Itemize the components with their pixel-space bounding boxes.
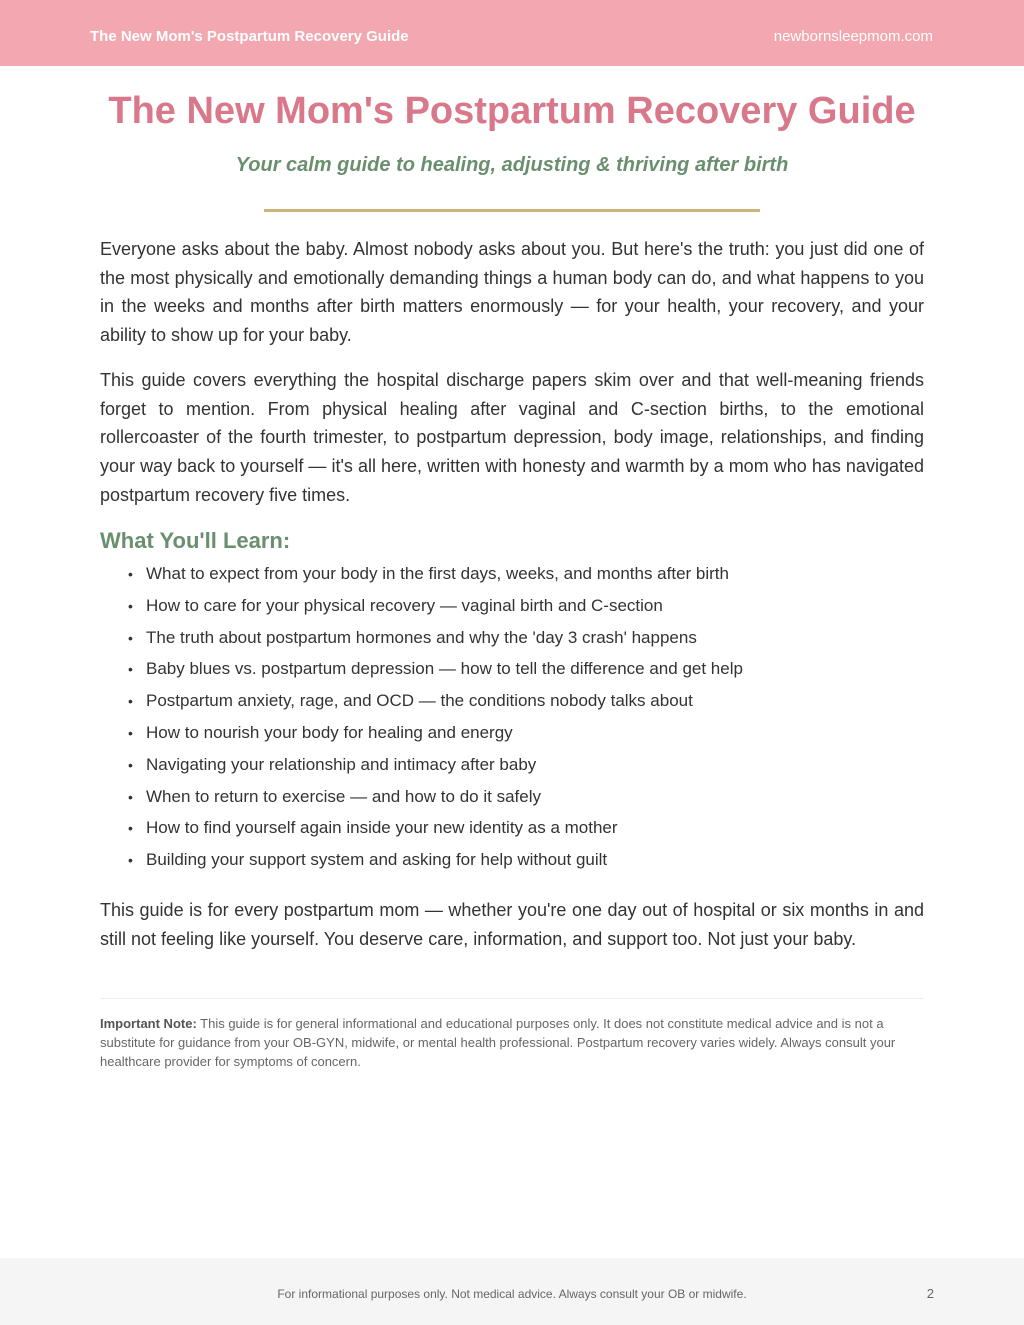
list-item: [128, 593, 743, 625]
important-note-label: Important Note:: [100, 1016, 197, 1031]
list-item-text: The truth about postpartum hormones and why the 'day 3 crash' happens: [146, 627, 697, 647]
important-note: [100, 1014, 924, 1071]
list-item-text: What to expect from your body in the first days, weeks, and months after birth: [146, 564, 729, 583]
list-item-text: Building your support system and asking for help without guilt: [146, 850, 608, 870]
header-title: The New Mom's Postpartum Recovery Guide: [90, 28, 409, 45]
list-item: [128, 688, 743, 720]
bullet-icon: •: [128, 693, 133, 710]
bullet-icon: •: [128, 661, 133, 678]
intro-paragraph-2: This guide covers everything the hospital discharge papers skim over and that well-meaning friends forget to mention. From physical healing after vaginal and C-section births, to the emotional rollercoaster of the fourth trimester, to postpartum depression, body image, relationships, and finding your way back to yourself — it's all here, written with honesty and warmth by a mom who has navigated postpartum recovery five times.: [100, 370, 924, 505]
header-site-link[interactable]: newbornsleepmom.com: [773, 28, 933, 45]
list-item: [128, 784, 743, 816]
list-item: [128, 752, 743, 784]
bullet-icon: •: [128, 724, 133, 741]
learn-list: [128, 561, 743, 879]
list-item: [128, 561, 743, 593]
bullet-icon: •: [128, 788, 133, 805]
intro-paragraph-1: Everyone asks about the baby. Almost nobody asks about you. But here's the truth: you just did one of the most physically and emotionally demanding things a human body can do, and what happens to you in the weeks and months after birth matters enormously — for your health, your recovery, and your ability to show up for your baby.: [100, 239, 924, 346]
bullet-icon: •: [128, 756, 133, 773]
list-item-text: Navigating your relationship and intimacy after baby: [146, 754, 537, 774]
list-item: [128, 720, 743, 752]
list-item: [128, 625, 743, 657]
page-number: 2: [926, 1286, 934, 1301]
list-item-text: Postpartum anxiety, rage, and OCD — the conditions nobody talks about: [146, 691, 693, 711]
bullet-icon: •: [128, 852, 133, 869]
bullet-icon: •: [128, 597, 133, 614]
list-item-text: When to return to exercise — and how to do it safely: [146, 786, 541, 806]
note-divider: [100, 998, 924, 999]
list-item: [128, 815, 743, 847]
important-note-text: This guide is for general informational and educational purposes only. It does not constitute medical advice and is not a substitute for guidance from your OB-GYN, midwife, or mental health professional. Postpartum recovery varies widely. Always consult your healthcare provider for symptoms of concern.: [100, 1016, 896, 1069]
learn-heading: What You'll Learn:: [100, 528, 291, 553]
bullet-icon: •: [128, 566, 133, 582]
closing-paragraph: This guide is for every postpartum mom — whether you're one day out of hospital or six months in and still not feeling like yourself. You deserve care, information, and support too. Not just your baby.: [100, 900, 924, 949]
footer-disclaimer: For informational purposes only. Not medical advice. Always consult your OB or midwife.: [277, 1287, 747, 1301]
list-item-text: How to nourish your body for healing and energy: [146, 722, 513, 742]
list-item: [128, 847, 743, 879]
bullet-icon: •: [128, 820, 133, 837]
list-item: [128, 656, 743, 688]
list-item-text: How to find yourself again inside your new identity as a mother: [146, 818, 618, 838]
list-item-text: How to care for your physical recovery — vaginal birth and C-section: [146, 595, 663, 615]
page-subtitle: Your calm guide to healing, adjusting & thriving after birth: [235, 154, 789, 176]
bullet-icon: •: [128, 629, 133, 646]
title-divider: [264, 209, 760, 212]
page-title: The New Mom's Postpartum Recovery Guide: [108, 90, 916, 132]
list-item-text: Baby blues vs. postpartum depression — how to tell the difference and get help: [146, 659, 743, 679]
header-bar: [0, 0, 1024, 66]
